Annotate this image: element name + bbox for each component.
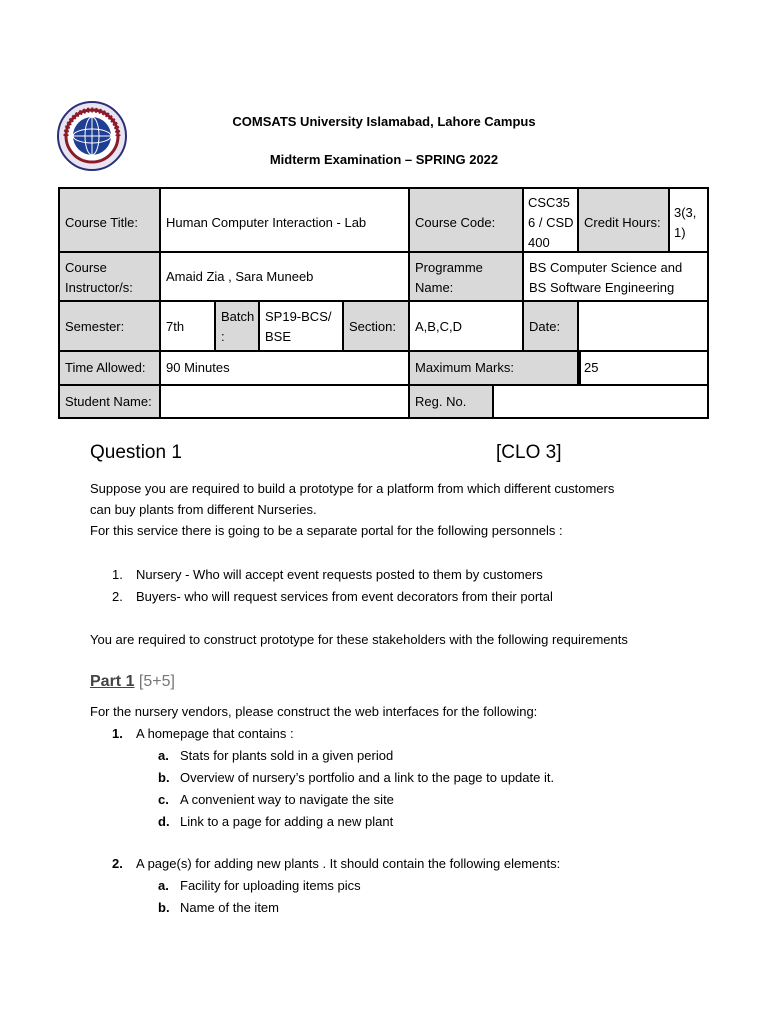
section-label: Section: xyxy=(342,300,410,352)
intro-line-3: For this service there is going to be a separate portal for the following personnels : xyxy=(90,523,563,538)
part-item-2 xyxy=(112,853,732,919)
sub-text: Facility for uploading items pics xyxy=(180,878,361,893)
course-title-label: Course Title: xyxy=(58,187,161,253)
course-title-value: Human Computer Interaction - Lab xyxy=(159,187,410,253)
student-name-label: Student Name: xyxy=(58,384,161,419)
question-title: Question 1 xyxy=(90,442,182,463)
part-title: Part 1 xyxy=(90,673,135,690)
item-text: A page(s) for adding new plants . It should contain the following elements: xyxy=(136,856,561,871)
section-value: A,B,C,D xyxy=(408,300,524,352)
personnel-list xyxy=(112,564,712,608)
programme-label: Programme Name: xyxy=(408,251,524,302)
sub-letter: a. xyxy=(158,748,169,763)
sub-letter: c. xyxy=(158,792,169,807)
part-marks: [5+5] xyxy=(138,673,175,690)
list-number: 2. xyxy=(112,589,123,604)
sub-text: A convenient way to navigate the site xyxy=(180,792,394,807)
max-marks-value: 25 xyxy=(577,350,709,386)
item-text: A homepage that contains : xyxy=(136,726,294,741)
sub-text: Name of the item xyxy=(180,900,279,915)
reg-no-label: Reg. No. xyxy=(408,384,494,419)
exam-title: Midterm Examination – SPRING 2022 xyxy=(269,152,499,167)
sub-letter: b. xyxy=(158,900,170,915)
part-item-1 xyxy=(112,723,732,833)
time-allowed-label: Time Allowed: xyxy=(58,350,161,386)
sub-letter: d. xyxy=(158,814,170,829)
list-text: Nursery - Who will accept event requests posted to them by customers xyxy=(136,567,543,582)
course-info-grid xyxy=(58,187,709,419)
list-item xyxy=(112,564,712,586)
question-intro xyxy=(90,478,710,541)
intro-line-2: can buy plants from different Nurseries. xyxy=(90,502,317,517)
sub-text: Overview of nursery’s portfolio and a link to the page to update it. xyxy=(180,770,555,785)
item-number: 2. xyxy=(112,856,123,871)
max-marks-label: Maximum Marks: xyxy=(408,350,581,386)
course-code-label: Course Code: xyxy=(408,187,524,253)
semester-value: 7th xyxy=(159,300,216,352)
date-value xyxy=(577,300,709,352)
reg-no-field[interactable] xyxy=(492,384,709,419)
sub-letter: b. xyxy=(158,770,170,785)
student-name-field[interactable] xyxy=(159,384,410,419)
course-code-value: CSC356 / CSD 400 xyxy=(522,187,579,253)
part-heading xyxy=(90,673,175,691)
programme-value: BS Computer Science and BS Software Engineering xyxy=(522,251,709,302)
list-number: 1. xyxy=(112,567,123,582)
question-clo: [CLO 3] xyxy=(496,442,562,463)
time-allowed-value: 90 Minutes xyxy=(159,350,410,386)
batch-value: SP19-BCS/ BSE xyxy=(258,300,344,352)
item-number: 1. xyxy=(112,726,123,741)
sub-text: Link to a page for adding a new plant xyxy=(180,814,394,829)
instructor-value: Amaid Zia , Sara Muneeb xyxy=(159,251,410,302)
date-label: Date: xyxy=(522,300,579,352)
batch-label: Batch : xyxy=(214,300,260,352)
intro-line-1: Suppose you are required to build a prototype for a platform from which different customers xyxy=(90,481,615,496)
credit-hours-label: Credit Hours: xyxy=(577,187,670,253)
list-text: Buyers- who will request services from event decorators from their portal xyxy=(136,589,553,604)
university-title: COMSATS University Islamabad, Lahore Campus xyxy=(232,114,536,129)
requirement-text: You are required to construct prototype for these stakeholders with the following requirements xyxy=(90,632,628,647)
instructor-label: Course Instructor/s: xyxy=(58,251,161,302)
credit-hours-value: 3(3, 1) xyxy=(668,187,709,253)
list-item xyxy=(112,586,712,608)
part-intro: For the nursery vendors, please construct the web interfaces for the following: xyxy=(90,704,538,719)
sub-letter: a. xyxy=(158,878,169,893)
sub-text: Stats for plants sold in a given period xyxy=(180,748,394,763)
semester-label: Semester: xyxy=(58,300,161,352)
